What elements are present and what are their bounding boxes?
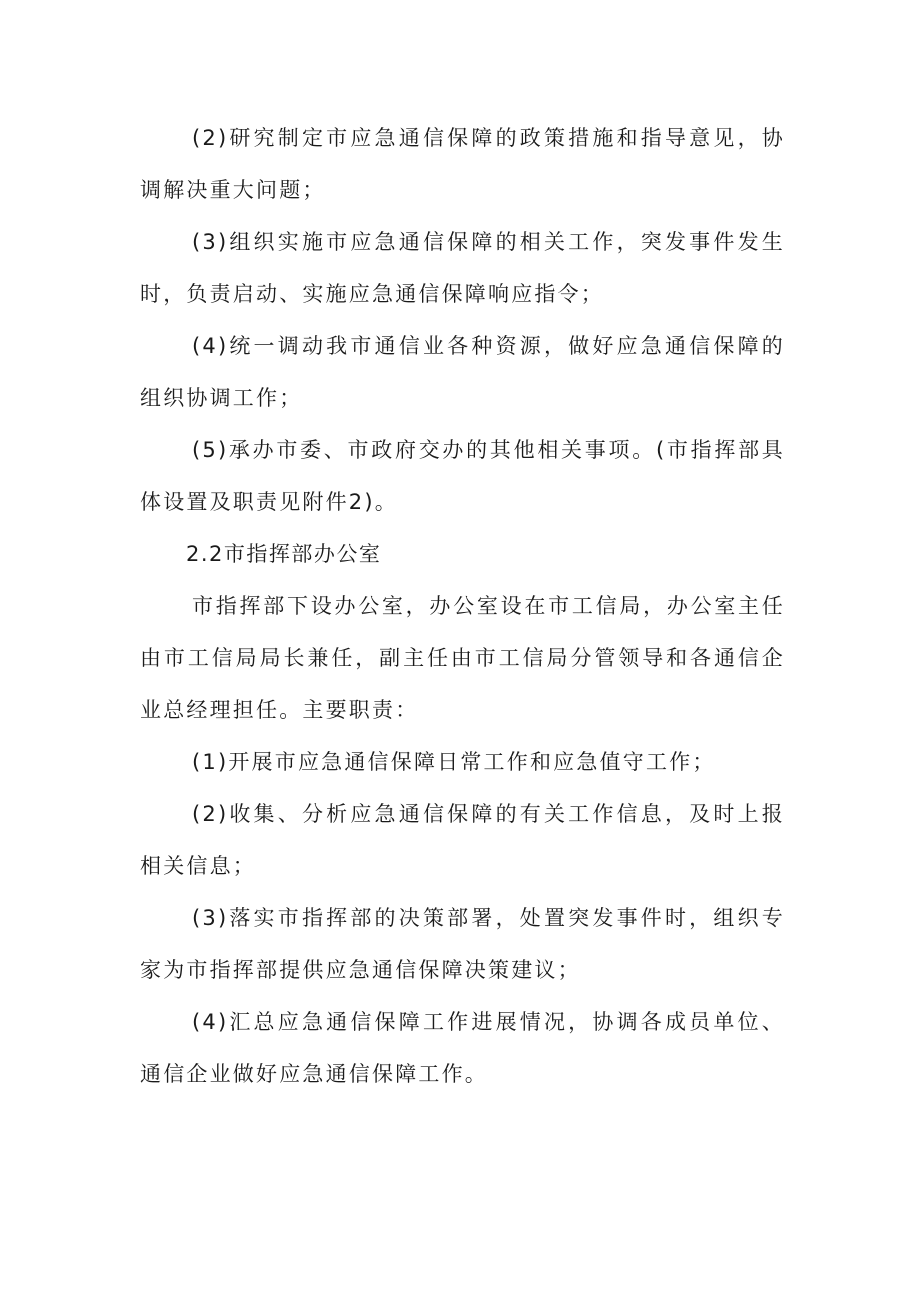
paragraph-item-4: (4)统一调动我市通信业各种资源，做好应急通信保障的组织协调工作；: [140, 334, 785, 410]
duty-item-2: (2)收集、分析应急通信保障的有关工作信息，及时上报相关信息；: [140, 802, 785, 878]
duty-item-1: (1)开展市应急通信保障日常工作和应急值守工作；: [192, 750, 716, 774]
paragraph-item-2: (2)研究制定市应急通信保障的政策措施和指导意见，协调解决重大问题；: [140, 126, 785, 202]
office-intro-paragraph: 市指挥部下设办公室，办公室设在市工信局，办公室主任由市工信局局长兼任，副主任由市工信局分管领导和各通信企业总经理担任。主要职责：: [140, 594, 785, 722]
paragraph-item-5: (5)承办市委、市政府交办的其他相关事项。(市指挥部具体设置及职责见附件2)。: [140, 438, 785, 514]
paragraph-item-3: (3)组织实施市应急通信保障的相关工作，突发事件发生时，负责启动、实施应急通信保障响应指令；: [140, 230, 785, 306]
document-page: [140, 112, 785, 1100]
section-heading: 2.2市指挥部办公室: [186, 542, 382, 566]
duty-item-4: (4)汇总应急通信保障工作进展情况，协调各成员单位、通信企业做好应急通信保障工作。: [140, 1010, 785, 1086]
duty-item-3: (3)落实市指挥部的决策部署，处置突发事件时，组织专家为市指挥部提供应急通信保障决策建议；: [140, 906, 785, 982]
